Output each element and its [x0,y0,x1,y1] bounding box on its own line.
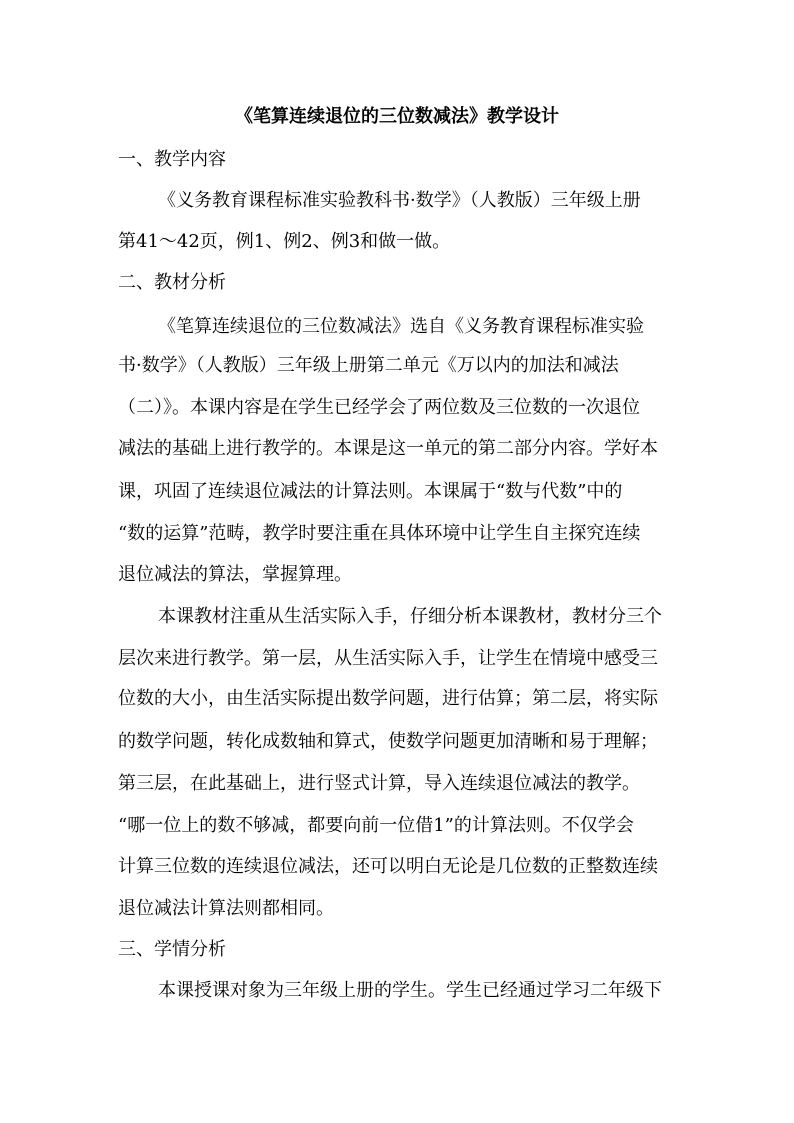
paragraph-line: 第三层，在此基础上，进行竖式计算，导入连续退位减法的教学。 [118,773,640,794]
paragraph-line: 第41～42页，例1、例2、例3和做一做。 [118,231,451,252]
document-title: 《笔算连续退位的三位数减法》教学设计 [235,106,559,127]
paragraph-line: “数的运算”范畴，教学时要注重在具体环境中让学生自主探究连续 [118,523,641,544]
paragraph-line: 《义务教育课程标准实验教科书·数学》（人教版）三年级上册 [158,190,641,211]
paragraph-line: 退位减法计算法则都相同。 [118,898,334,919]
paragraph-line: 本课教材注重从生活实际入手，仔细分析本课教材，教材分三个 [158,606,662,627]
paragraph-line: 退位减法的算法，掌握算理。 [118,564,352,585]
section-heading-1: 一、教学内容 [118,149,226,170]
paragraph-line: 课，巩固了连续退位减法的计算法则。本课属于“数与代数”中的 [118,481,623,502]
paragraph-line: 的数学问题，转化成数轴和算式，使数学问题更加清晰和易于理解； [118,731,658,752]
paragraph-line: 书·数学》（人教版）三年级上册第二单元《万以内的加法和减法 [118,355,619,376]
paragraph-line: （二）》。本课内容是在学生已经学会了两位数及三位数的一次退位 [118,397,640,418]
paragraph-line: 计算三位数的连续退位减法，还可以明白无论是几位数的正整数连续 [118,856,658,877]
section-heading-3: 三、学情分析 [118,939,226,960]
paragraph-line: 本课授课对象为三年级上册的学生。学生已经通过学习二年级下 [158,980,662,1001]
paragraph-line: “哪一位上的数不够减，都要向前一位借1”的计算法则。不仅学会 [118,815,634,836]
paragraph-line: 层次来进行教学。第一层，从生活实际入手，让学生在情境中感受三 [118,648,658,669]
paragraph-line: 减法的基础上进行教学的。本课是这一单元的第二部分内容。学好本 [118,438,658,459]
paragraph-line: 位数的大小，由生活实际提出数学问题，进行估算；第二层，将实际 [118,688,658,709]
paragraph-line: 《笔算连续退位的三位数减法》选自《义务教育课程标准实验 [158,316,644,337]
section-heading-2: 二、教材分析 [118,272,226,293]
